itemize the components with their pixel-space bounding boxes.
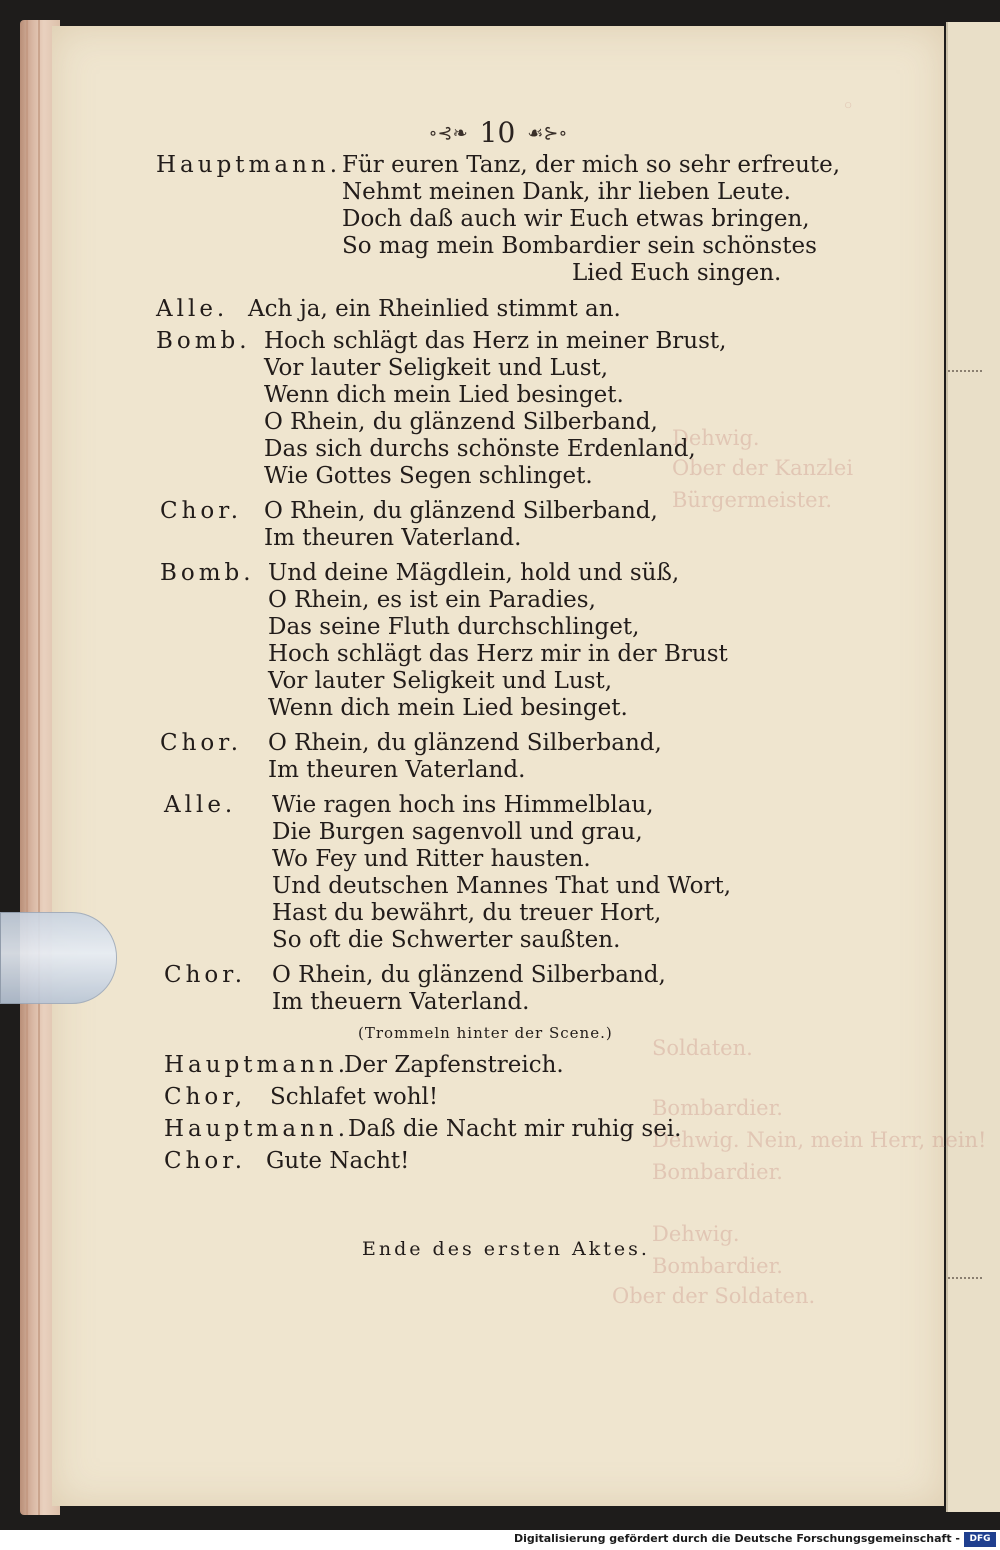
- verse-line: Vor lauter Seligkeit und Lust,: [264, 355, 609, 381]
- show-through: Bürgermeister.: [672, 488, 833, 512]
- speaker-name: Alle.: [164, 792, 237, 818]
- show-through: Bombardier.: [652, 1160, 783, 1184]
- show-through: Ober der Kanzlei: [672, 456, 854, 480]
- verse-line: Wenn dich mein Lied besinget.: [268, 695, 628, 721]
- verse-line: Im theuren Vaterland.: [268, 757, 526, 783]
- verse-line: Hoch schlägt das Herz mir in der Brust: [268, 641, 728, 667]
- fold-mark: [948, 1277, 982, 1289]
- adjacent-page-edge: [946, 22, 1000, 1512]
- show-through: Bombardier.: [652, 1096, 783, 1120]
- show-through: Soldaten.: [652, 1036, 753, 1060]
- glass-clip: [0, 912, 117, 1004]
- speaker-name: Hauptmann.: [164, 1116, 350, 1142]
- footer-bar: [0, 1530, 1000, 1550]
- verse-line: Daß die Nacht mir ruhig sei.: [348, 1116, 682, 1142]
- end-of-act: Ende des ersten Aktes.: [362, 1238, 650, 1260]
- verse-line: Schlafet wohl!: [270, 1084, 439, 1110]
- verse-line: Das seine Fluth durchschlinget,: [268, 614, 640, 640]
- verse-line: Lied Euch singen.: [572, 260, 782, 286]
- verse-line: Gute Nacht!: [266, 1148, 410, 1174]
- verse-line: So mag mein Bombardier sein schönstes: [342, 233, 817, 259]
- verse-line: Wie ragen hoch ins Himmelblau,: [272, 792, 654, 818]
- verse-line: Das sich durchs schönste Erdenland,: [264, 436, 696, 462]
- show-through: Dehwig.: [652, 1222, 740, 1246]
- verse-line: Im theuren Vaterland.: [264, 525, 522, 551]
- show-through: ◦: [842, 94, 855, 118]
- speaker-name: Hauptmann.: [156, 152, 342, 178]
- verse-line: So oft die Schwerter saußten.: [272, 927, 621, 953]
- verse-line: Doch daß auch wir Euch etwas bringen,: [342, 206, 810, 232]
- ornament-left: ∘⊰❧: [428, 123, 468, 144]
- verse-line: Und deine Mägdlein, hold und süß,: [268, 560, 680, 586]
- verse-line: Hast du bewährt, du treuer Hort,: [272, 900, 662, 926]
- verse-line: O Rhein, du glänzend Silberband,: [264, 409, 658, 435]
- speaker-name: Bomb.: [160, 560, 255, 586]
- speaker-name: Chor.: [164, 962, 247, 988]
- speaker-name: Chor.: [164, 1148, 247, 1174]
- speaker-name: Chor,: [164, 1084, 247, 1110]
- dfg-logo: DFG: [964, 1532, 996, 1547]
- show-through: Dehwig.: [672, 426, 760, 450]
- show-through: Dehwig. Nein, mein Herr, nein!: [652, 1128, 987, 1152]
- verse-line: Im theuern Vaterland.: [272, 989, 530, 1015]
- show-through: Ober der Soldaten.: [612, 1284, 816, 1308]
- ornament-right: ☙⊱∘: [527, 123, 568, 144]
- verse-line: Hoch schlägt das Herz in meiner Brust,: [264, 328, 727, 354]
- show-through: Bombardier.: [652, 1254, 783, 1278]
- verse-line: Für euren Tanz, der mich so sehr erfreute,: [342, 152, 841, 178]
- verse-line: Nehmt meinen Dank, ihr lieben Leute.: [342, 179, 791, 205]
- verse-line: Die Burgen sagenvoll und grau,: [272, 819, 643, 845]
- stage-direction: (Trommeln hinter der Scene.): [358, 1024, 613, 1042]
- verse-line: O Rhein, du glänzend Silberband,: [272, 962, 666, 988]
- verse-line: Wenn dich mein Lied besinget.: [264, 382, 624, 408]
- verse-line: Und deutschen Mannes That und Wort,: [272, 873, 732, 899]
- verse-line: Wo Fey und Ritter hausten.: [272, 846, 591, 872]
- speaker-name: Chor.: [160, 730, 243, 756]
- footer-credit: Digitalisierung gefördert durch die Deutsche Forschungsgemeinschaft -: [513, 1532, 960, 1545]
- page-number: ∘⊰❧ 10 ☙⊱∘: [428, 116, 568, 149]
- verse-line: Vor lauter Seligkeit und Lust,: [268, 668, 613, 694]
- speaker-name: Alle.: [156, 296, 229, 322]
- verse-line: O Rhein, du glänzend Silberband,: [264, 498, 658, 524]
- speaker-name: Chor.: [160, 498, 243, 524]
- verse-line: Wie Gottes Segen schlinget.: [264, 463, 593, 489]
- verse-line: Der Zapfenstreich.: [344, 1052, 564, 1078]
- speaker-name: Hauptmann.: [164, 1052, 350, 1078]
- speaker-name: Bomb.: [156, 328, 251, 354]
- verse-line: Ach ja, ein Rheinlied stimmt an.: [248, 296, 621, 322]
- verse-line: O Rhein, es ist ein Paradies,: [268, 587, 596, 613]
- verse-line: O Rhein, du glänzend Silberband,: [268, 730, 662, 756]
- fold-mark: [948, 370, 982, 382]
- book-page: [52, 26, 987, 1506]
